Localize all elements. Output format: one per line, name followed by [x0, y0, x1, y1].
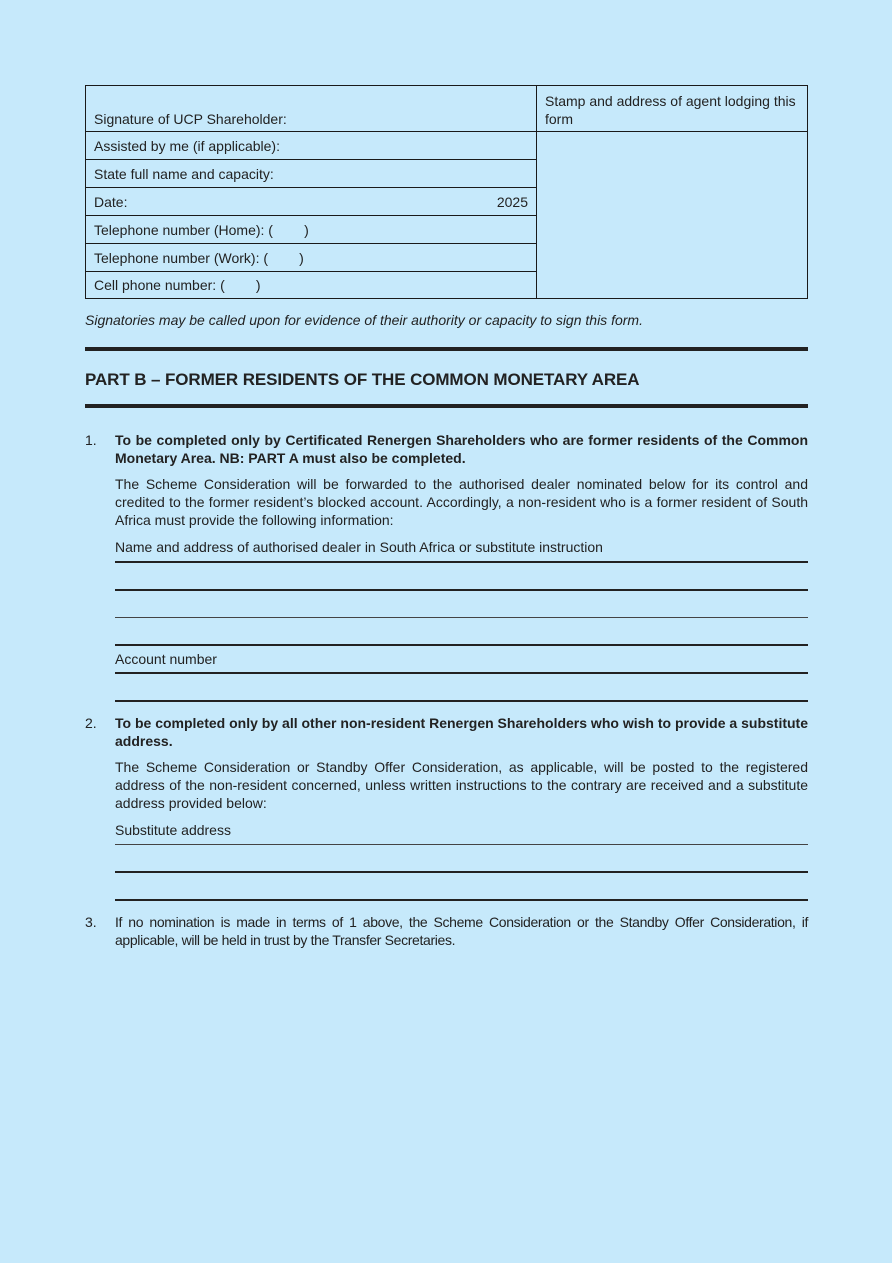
- form-page: [85, 85, 808, 948]
- item-text: If no nomination is made in terms of 1 above, the Scheme Consideration or the Standby Offer Consideration, if applicable, will be held in trust by the Transfer Secretaries.: [115, 914, 808, 948]
- assisted-by-field[interactable]: [86, 132, 536, 160]
- item-heading: To be completed only by Certificated Renergen Shareholders who are former residents of the Common Monetary Area. NB: PART A must also be completed.: [115, 432, 808, 466]
- section-divider-top: [85, 347, 808, 351]
- account-number-line-2[interactable]: [115, 700, 808, 702]
- cell-field[interactable]: [86, 272, 536, 298]
- item-text: The Scheme Consideration or Standby Offer Consideration, as applicable, will be posted to the registered address of the non-resident concerned, unless written instructions to the contrary are received and a substitute address provided below:: [115, 759, 808, 811]
- dealer-field-label: Name and address of authorised dealer in South Africa or substitute instruction: [115, 539, 603, 555]
- shareholder-signature-field[interactable]: [86, 86, 536, 132]
- account-number-line-1[interactable]: [115, 672, 808, 674]
- tel-home-field[interactable]: [86, 216, 536, 244]
- stamp-label: Stamp and address of agent lodging this form: [537, 86, 808, 132]
- name-capacity-label: State full name and capacity:: [94, 166, 274, 182]
- item-text: The Scheme Consideration will be forwarded to the authorised dealer nominated below for its control and credited to the former resident’s blocked account. Accordingly, a non-resident who is a former resident of South Africa must provide the following information:: [115, 476, 808, 528]
- account-number-label: Account number: [115, 651, 217, 667]
- dealer-line-1[interactable]: [115, 561, 808, 563]
- date-year: 2025: [496, 194, 528, 210]
- substitute-address-line-1[interactable]: [115, 844, 808, 845]
- stamp-box[interactable]: [536, 86, 808, 298]
- cell-label: Cell phone number: ( ): [94, 277, 261, 293]
- assisted-by-label: Assisted by me (if applicable):: [94, 138, 280, 154]
- dealer-line-2[interactable]: [115, 589, 808, 591]
- date-label: Date:: [94, 194, 128, 210]
- shareholder-signature-label: Signature of UCP Shareholder:: [94, 111, 287, 127]
- item-number: 1.: [85, 432, 97, 448]
- item-heading: To be completed only by all other non-resident Renergen Shareholders who wish to provide a substitute address.: [115, 715, 808, 749]
- tel-work-label: Telephone number (Work): ( ): [94, 250, 304, 266]
- part-b-title: PART B – FORMER RESIDENTS OF THE COMMON MONETARY AREA: [85, 370, 640, 389]
- signature-table: [85, 85, 808, 299]
- signature-fields: [86, 86, 536, 298]
- tel-home-label: Telephone number (Home): ( ): [94, 222, 309, 238]
- dealer-line-4[interactable]: [115, 644, 808, 646]
- date-field[interactable]: [86, 188, 536, 216]
- name-capacity-field[interactable]: [86, 160, 536, 188]
- signatories-note: Signatories may be called upon for evidence of their authority or capacity to sign this form.: [85, 312, 643, 328]
- substitute-address-line-3[interactable]: [115, 899, 808, 901]
- item-number: 3.: [85, 914, 97, 930]
- section-divider-bottom: [85, 404, 808, 408]
- substitute-address-line-2[interactable]: [115, 871, 808, 873]
- tel-work-field[interactable]: [86, 244, 536, 272]
- item-number: 2.: [85, 715, 97, 731]
- dealer-line-3[interactable]: [115, 617, 808, 618]
- substitute-address-label: Substitute address: [115, 822, 231, 838]
